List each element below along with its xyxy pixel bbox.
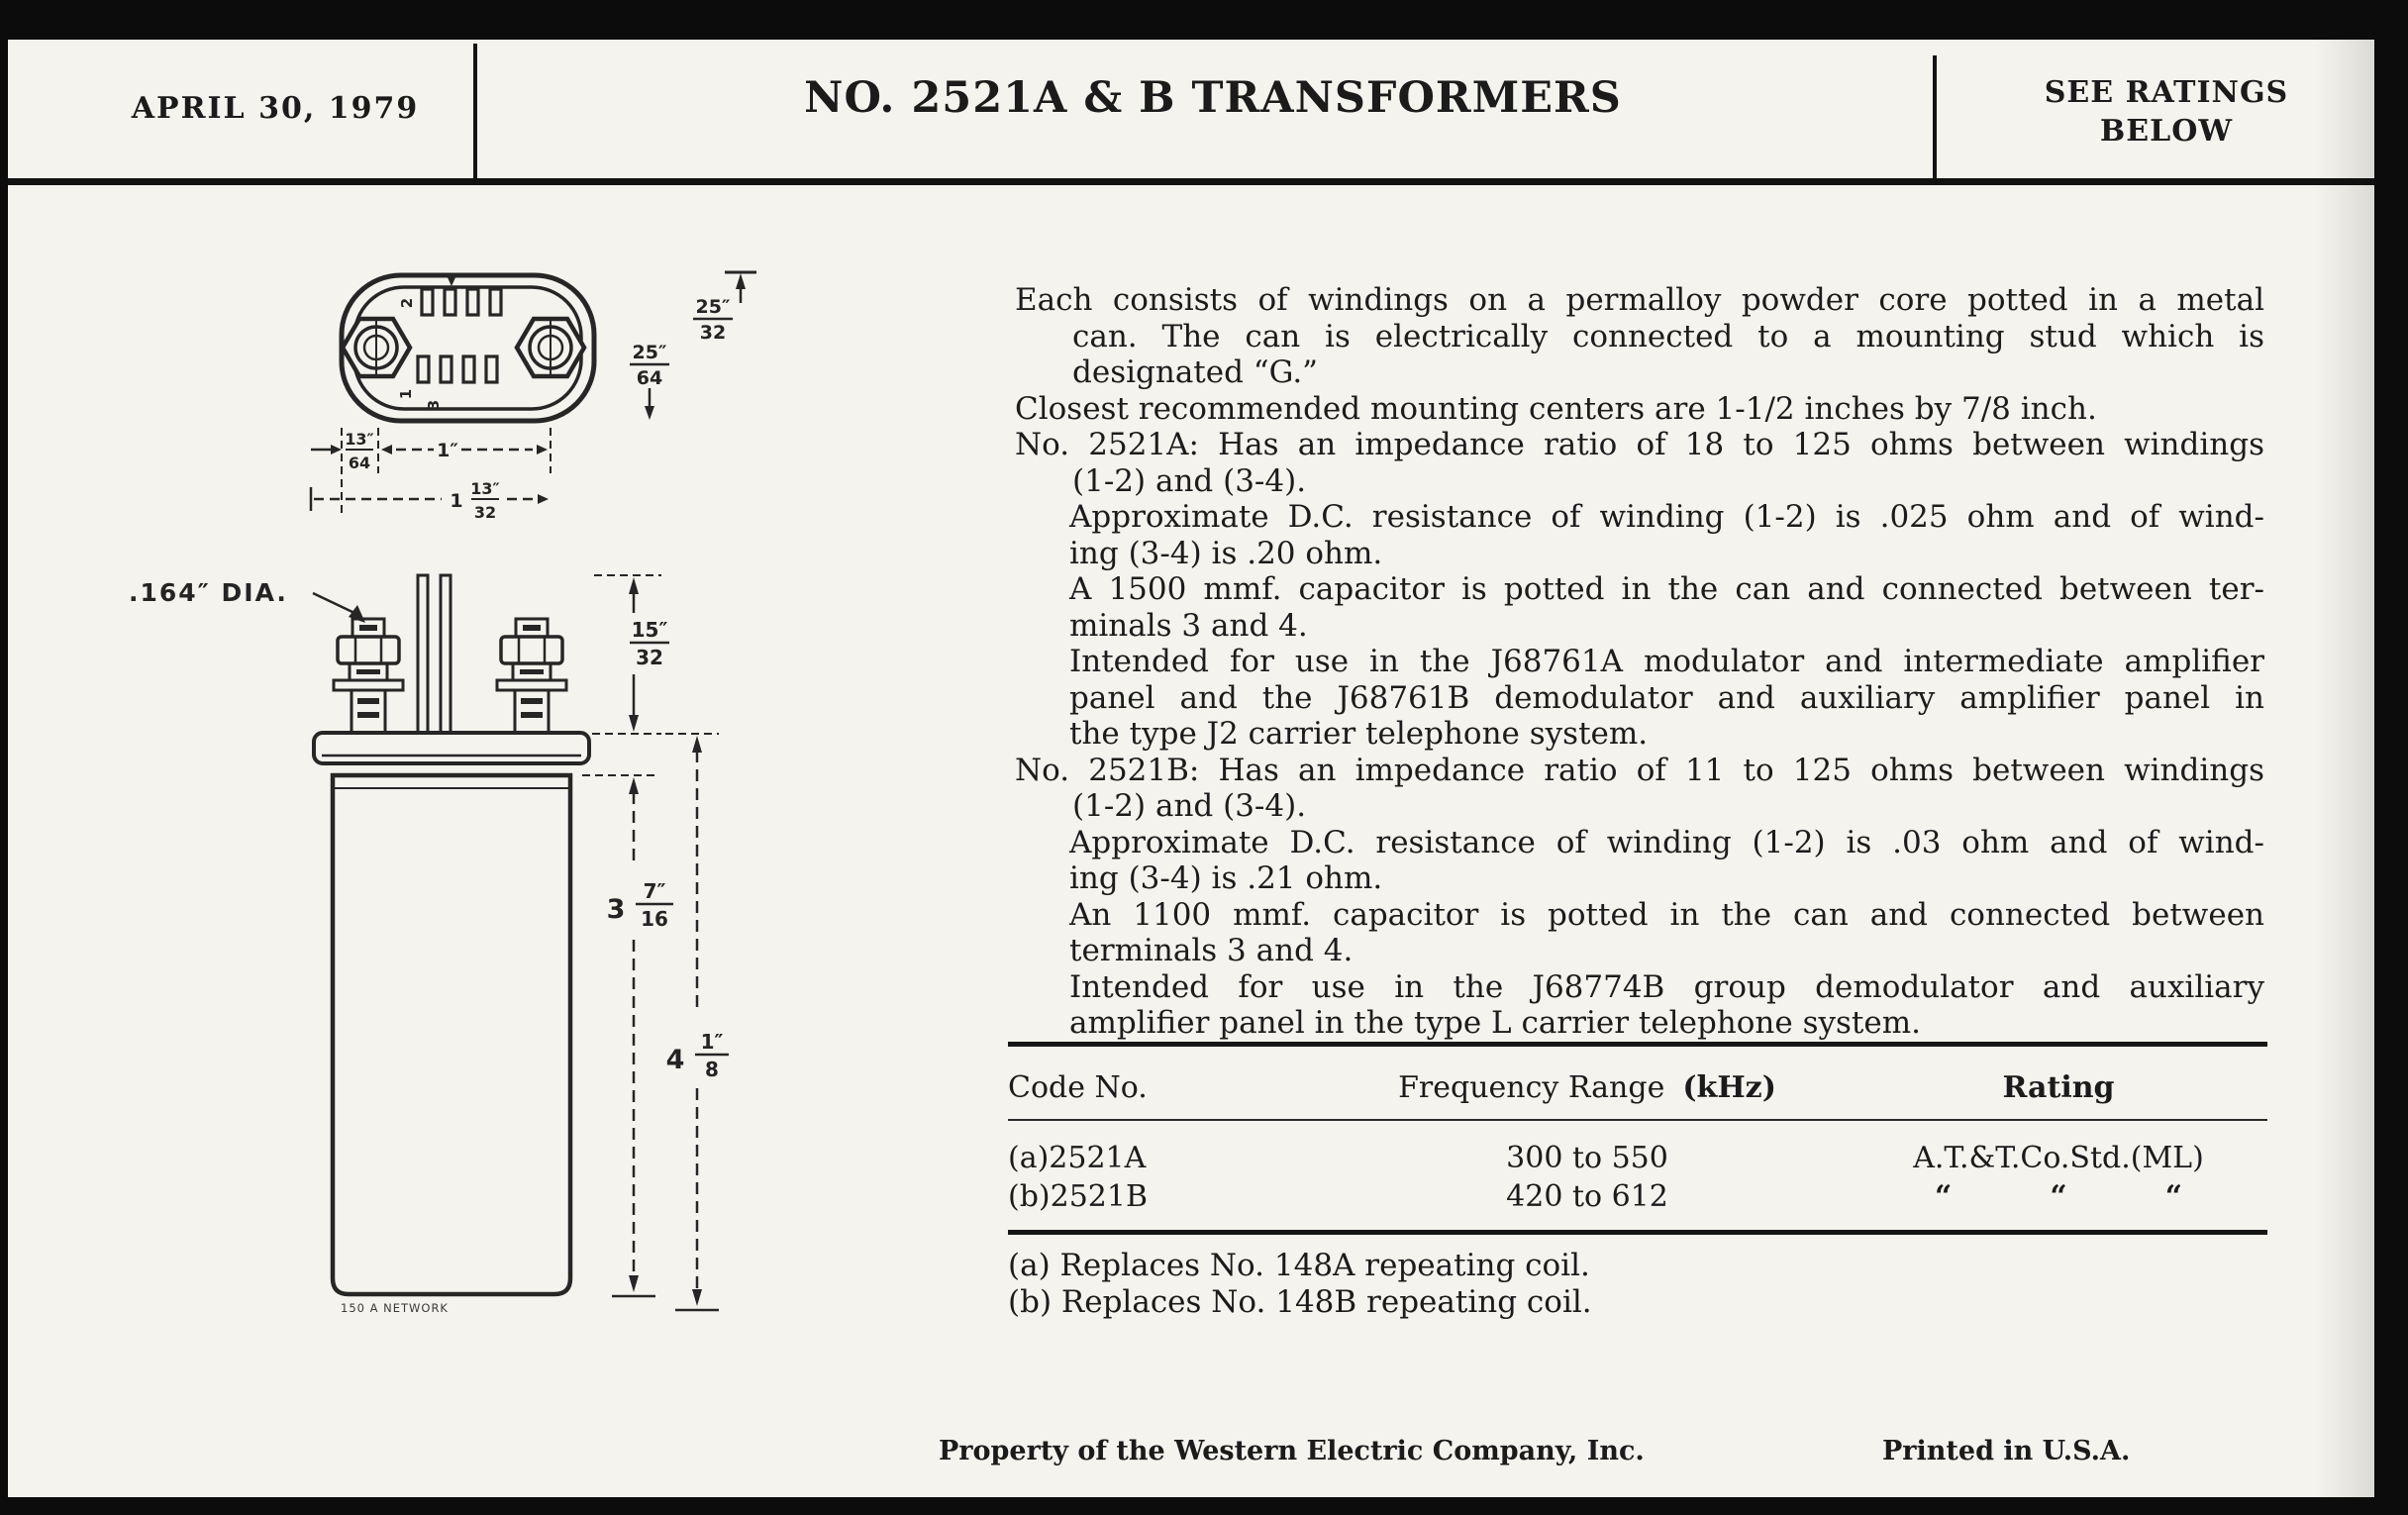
footnotes: [1008, 1248, 1592, 1321]
dim-whole: 4: [665, 1045, 685, 1075]
footer-printed-note: Printed in U.S.A.: [1882, 1436, 2131, 1466]
transformer-side-view-drawing: [119, 550, 733, 1352]
dim-whole: 1: [450, 490, 463, 512]
paragraph-2521a-capacitor: [1069, 571, 2264, 644]
paragraph-2521a-resistance: [1069, 499, 2264, 571]
dim-overall-width: [311, 479, 549, 522]
can-body: [333, 775, 570, 1294]
table-rule-top: [1008, 1042, 2267, 1047]
ditto-marks: [1935, 1179, 2182, 1214]
dim-den: 32: [473, 503, 497, 522]
text-line: panel and the J68761B demodulator and auxiliary amplifier panel in: [1069, 679, 2264, 716]
header-date: APRIL 30, 1979: [131, 91, 420, 126]
text-line: No. 2521B: Has an impedance ratio of 11 to 125 ohms between windings: [1015, 752, 2264, 788]
ratings-note-line1: SEE RATINGS: [2044, 75, 2289, 110]
paragraph-2521b-resistance: [1069, 825, 2264, 897]
ditto-mark: “: [2164, 1179, 2182, 1214]
text-line: Intended for use in the J68761A modulator and intermediate amplifier: [1069, 644, 2264, 679]
cell-frequency: 300 to 550: [1506, 1141, 1668, 1175]
description-text: [1015, 282, 2264, 1042]
table-row: [1008, 1179, 2267, 1214]
column-header-rating: Rating: [2002, 1070, 2115, 1105]
paragraph-2521b-usage: [1069, 969, 2264, 1042]
dim-den: 16: [641, 907, 668, 931]
dim-num: 1″: [700, 1030, 724, 1054]
terminal-3-label: 3: [425, 399, 443, 411]
footer-property-note: Property of the Western Electric Company, Inc.: [939, 1436, 1645, 1466]
ratings-table: [1008, 1042, 2267, 1235]
paragraph-2521b-impedance: [1015, 753, 2264, 825]
text-line: A 1500 mmf. capacitor is potted in the can and connected between ter-: [1069, 571, 2264, 607]
text-line: (1-2) and (3-4).: [1072, 788, 1307, 824]
text-line: can. The can is electrically connected to a mounting stud which is: [1072, 318, 2264, 354]
paragraph-2521b-capacitor: [1069, 897, 2264, 969]
cell-code: (a)2521A: [1008, 1141, 1147, 1175]
column-header-frequency: [1325, 1070, 1850, 1105]
text-line: Each consists of windings on a permalloy powder core potted in a metal: [1015, 282, 2264, 318]
dim-edge-to-stud: [311, 430, 392, 472]
ditto-mark: “: [1935, 1179, 1953, 1214]
text-line: minals 3 and 4.: [1069, 607, 1308, 644]
dim-num: 15″: [631, 618, 668, 642]
text-line: the type J2 carrier telephone system.: [1069, 716, 1649, 752]
mounting-stud-left: [343, 319, 410, 376]
ratings-note-line2: BELOW: [2099, 114, 2234, 149]
footnote-a: (a) Replaces No. 148A repeating coil.: [1008, 1248, 1590, 1283]
frequency-unit-text: (kHz): [1682, 1070, 1776, 1105]
text-line: (1-2) and (3-4).: [1072, 462, 1307, 499]
dim-num: 13″: [345, 430, 374, 449]
text-line: ing (3-4) is .20 ohm.: [1069, 535, 1383, 571]
cell-code: (b)2521B: [1008, 1179, 1149, 1214]
mounting-stud-right: [517, 319, 584, 376]
dim-den: 32: [699, 322, 727, 344]
dim-whole: 3: [606, 894, 626, 925]
dim-den: 64: [348, 454, 371, 472]
can-lid: [314, 733, 589, 763]
dim-stud-offset: [630, 342, 669, 420]
dim-num: 7″: [643, 879, 666, 903]
mounting-stud-side-left: [334, 619, 403, 733]
table-row: [1008, 1141, 2267, 1175]
dim-can-height: [693, 272, 756, 344]
column-header-code: Code No.: [1008, 1070, 1148, 1105]
page-title: NO. 2521A & B TRANSFORMERS: [804, 73, 1622, 123]
dim-num: 13″: [470, 479, 500, 498]
dim-terminal-height: [592, 575, 669, 734]
table-rule-header: [1008, 1119, 2267, 1121]
text-line: ing (3-4) is .21 ohm.: [1069, 860, 1383, 896]
paragraph-intro: [1015, 282, 2264, 391]
text-line: Approximate D.C. resistance of winding (1-2) is .025 ohm and of wind-: [1069, 499, 2264, 535]
table-rule-bottom: [1008, 1230, 2267, 1235]
dim-den: 32: [636, 646, 663, 669]
dim-num: 25″: [632, 342, 667, 363]
paragraph-mounting-centers: [1015, 391, 2264, 428]
text-line: No. 2521A: Has an impedance ratio of 18 to 125 ohms between windings: [1015, 427, 2264, 462]
text-line: amplifier panel in the type L carrier telephone system.: [1069, 1005, 1921, 1041]
dim-den: 8: [705, 1058, 719, 1081]
dim-stud-spacing: [396, 440, 548, 461]
dim-den: 64: [636, 367, 663, 389]
document-page: [8, 40, 2374, 1497]
terminal-pointer-icon: [446, 273, 457, 286]
text-line: designated “G.”: [1072, 354, 1319, 390]
cell-frequency: 420 to 612: [1506, 1179, 1668, 1214]
dim-overall-height: [665, 734, 729, 1310]
terminal-pins: [418, 575, 451, 733]
paragraph-2521a-usage: [1069, 644, 2264, 753]
cell-rating: A.T.&T.Co.Std.(ML): [1913, 1141, 2204, 1175]
text-line: Approximate D.C. resistance of winding (1-2) is .03 ohm and of wind-: [1069, 824, 2264, 860]
stud-diameter-label: .164″ DIA.: [129, 578, 288, 607]
footnote-b: (b) Replaces No. 148B repeating coil.: [1008, 1284, 1592, 1320]
terminal-slots: [418, 289, 501, 382]
text-line: Intended for use in the J68774B group demodulator and auxiliary: [1069, 968, 2264, 1005]
dim-body-height: [582, 775, 673, 1296]
text-line: terminals 3 and 4.: [1069, 933, 1354, 968]
terminal-2-label: 2: [398, 297, 416, 309]
header-ratings-note: [2008, 73, 2325, 151]
header-divider-right: [1933, 55, 1937, 178]
text-line: An 1100 mmf. capacitor is potted in the can and connected between: [1069, 896, 2264, 933]
network-id-label: 150 A NETWORK: [341, 1301, 449, 1315]
header-rule: [8, 178, 2374, 185]
paragraph-2521a-impedance: [1015, 427, 2264, 499]
header-divider-left: [473, 44, 477, 178]
dim-value: 1″: [437, 440, 458, 461]
dim-num: 25″: [695, 296, 731, 318]
ditto-mark: “: [2050, 1179, 2067, 1214]
table-header-row: [1008, 1070, 2267, 1105]
transformer-top-view-drawing: [297, 259, 772, 547]
mounting-stud-side-right: [497, 619, 566, 733]
terminal-1-label: 1: [397, 388, 415, 400]
text-line: Closest recommended mounting centers are 1-1/2 inches by 7/8 inch.: [1015, 390, 2097, 427]
cell-rating-ditto: [1850, 1179, 2267, 1214]
frequency-header-text: Frequency Range: [1398, 1070, 1665, 1105]
